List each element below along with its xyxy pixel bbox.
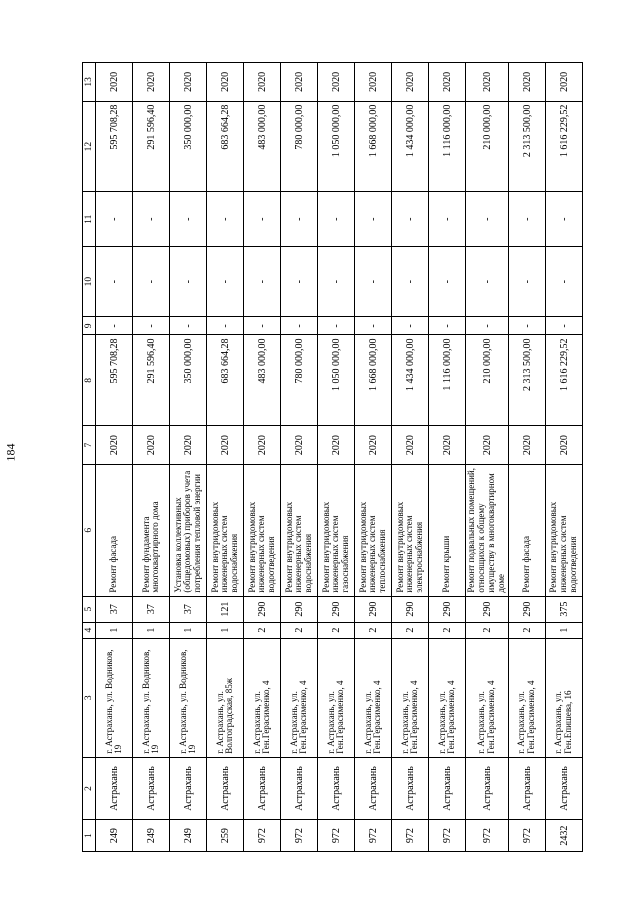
column-header: 6 [83, 464, 96, 596]
cell-col11: - [466, 192, 509, 246]
cell-count: 290 [509, 596, 546, 622]
cell-col9: - [318, 317, 355, 335]
cell-total-cost: 350 000,00 [170, 335, 207, 426]
cell-fund-cost: 291 596,40 [133, 101, 170, 192]
table-row [318, 63, 355, 852]
cell-fund-cost: 2 313 500,00 [509, 101, 546, 192]
column-header: 8 [83, 335, 96, 426]
cell-count: 37 [133, 596, 170, 622]
header-row [83, 63, 96, 852]
cell-year: 2020 [318, 426, 355, 465]
cell-end-year: 2020 [244, 63, 281, 102]
cell-id: 972 [244, 820, 281, 852]
cell-city: Астрахань [546, 757, 583, 819]
column-header: 5 [83, 596, 96, 622]
cell-end-year: 2020 [96, 63, 133, 102]
table-row [546, 63, 583, 852]
cell-col9: - [244, 317, 281, 335]
cell-address: г. Астрахань, ул. Волгоградская, 85ж [207, 638, 244, 757]
cell-col9: - [466, 317, 509, 335]
cell-work-type: Ремонт фасада [96, 464, 133, 596]
cell-work-type: Ремонт внутридомовых инженерных систем теплоснабжения [355, 464, 392, 596]
cell-type: 2 [244, 622, 281, 638]
cell-col9: - [170, 317, 207, 335]
table-row [244, 63, 281, 852]
cell-col11: - [355, 192, 392, 246]
cell-col9: - [133, 317, 170, 335]
cell-col11: - [546, 192, 583, 246]
column-header: 2 [83, 757, 96, 819]
cell-id: 259 [207, 820, 244, 852]
cell-year: 2020 [429, 426, 466, 465]
cell-total-cost: 291 596,40 [133, 335, 170, 426]
table-row [133, 63, 170, 852]
cell-fund-cost: 1 116 000,00 [429, 101, 466, 192]
cell-city: Астрахань [133, 757, 170, 819]
cell-fund-cost: 483 000,00 [244, 101, 281, 192]
cell-address: г. Астрахань, ул. Водников, 19 [133, 638, 170, 757]
cell-id: 972 [392, 820, 429, 852]
cell-col10: - [466, 246, 509, 316]
column-header: 3 [83, 638, 96, 757]
cell-total-cost: 1 050 000,00 [318, 335, 355, 426]
cell-col10: - [392, 246, 429, 316]
cell-id: 972 [429, 820, 466, 852]
cell-year: 2020 [244, 426, 281, 465]
column-header: 7 [83, 426, 96, 465]
cell-city: Астрахань [392, 757, 429, 819]
table-row [509, 63, 546, 852]
cell-work-type: Ремонт внутридомовых инженерных систем водоотведения [244, 464, 281, 596]
cell-count: 290 [466, 596, 509, 622]
cell-address: г. Астрахань, ул. Ген.Герасименко, 4 [318, 638, 355, 757]
table-row [466, 63, 509, 852]
cell-type: 1 [170, 622, 207, 638]
cell-total-cost: 683 664,28 [207, 335, 244, 426]
cell-total-cost: 1 116 000,00 [429, 335, 466, 426]
cell-col10: - [244, 246, 281, 316]
column-header: 10 [83, 246, 96, 316]
cell-col11: - [392, 192, 429, 246]
cell-address: г. Астрахань, ул. Ген.Герасименко, 4 [466, 638, 509, 757]
cell-col11: - [170, 192, 207, 246]
cell-address: г. Астрахань, ул. Ген.Герасименко, 4 [244, 638, 281, 757]
cell-type: 1 [133, 622, 170, 638]
cell-id: 972 [281, 820, 318, 852]
cell-col9: - [429, 317, 466, 335]
cell-fund-cost: 1 050 000,00 [318, 101, 355, 192]
cell-type: 1 [546, 622, 583, 638]
cell-work-type: Ремонт подвальных помещений, относящихся к общему имуществу в многоквартирном доме [466, 464, 509, 596]
cell-col10: - [355, 246, 392, 316]
cell-count: 37 [96, 596, 133, 622]
cell-fund-cost: 1 668 000,00 [355, 101, 392, 192]
page-number: 184 [3, 443, 18, 462]
cell-type: 2 [355, 622, 392, 638]
cell-col10: - [429, 246, 466, 316]
column-header: 13 [83, 63, 96, 102]
table-row [392, 63, 429, 852]
cell-col10: - [96, 246, 133, 316]
cell-count: 290 [281, 596, 318, 622]
cell-year: 2020 [392, 426, 429, 465]
cell-work-type: Ремонт фасада [509, 464, 546, 596]
cell-col11: - [509, 192, 546, 246]
cell-fund-cost: 683 664,28 [207, 101, 244, 192]
cell-year: 2020 [466, 426, 509, 465]
cell-count: 290 [429, 596, 466, 622]
cell-city: Астрахань [429, 757, 466, 819]
cell-count: 37 [170, 596, 207, 622]
cell-type: 2 [392, 622, 429, 638]
cell-id: 972 [355, 820, 392, 852]
cell-work-type: Ремонт фундамента многоквартирного дома [133, 464, 170, 596]
cell-count: 121 [207, 596, 244, 622]
cell-count: 290 [392, 596, 429, 622]
cell-col10: - [318, 246, 355, 316]
cell-address: г. Астрахань, ул. Ген.Епишева, 16 [546, 638, 583, 757]
cell-address: г. Астрахань, ул. Ген.Герасименко, 4 [281, 638, 318, 757]
cell-count: 290 [318, 596, 355, 622]
cell-col10: - [281, 246, 318, 316]
cell-total-cost: 210 000,00 [466, 335, 509, 426]
cell-city: Астрахань [355, 757, 392, 819]
cell-col11: - [318, 192, 355, 246]
cell-id: 249 [133, 820, 170, 852]
rotated-table-container [82, 62, 578, 852]
cell-col11: - [96, 192, 133, 246]
cell-end-year: 2020 [355, 63, 392, 102]
cell-fund-cost: 595 708,28 [96, 101, 133, 192]
cell-year: 2020 [546, 426, 583, 465]
cell-count: 290 [355, 596, 392, 622]
cell-end-year: 2020 [207, 63, 244, 102]
cell-id: 2432 [546, 820, 583, 852]
cell-col9: - [509, 317, 546, 335]
cell-total-cost: 1 434 000,00 [392, 335, 429, 426]
cell-year: 2020 [96, 426, 133, 465]
cell-total-cost: 483 000,00 [244, 335, 281, 426]
cell-end-year: 2020 [466, 63, 509, 102]
cell-work-type: Установка коллективных (общедомовых) приборов учета потребления тепловой энергии [170, 464, 207, 596]
cell-work-type: Ремонт внутридомовых инженерных систем электроснабжения [392, 464, 429, 596]
column-header: 11 [83, 192, 96, 246]
cell-address: г. Астрахань, ул. Водников, 19 [96, 638, 133, 757]
column-header: 1 [83, 820, 96, 852]
cell-col9: - [96, 317, 133, 335]
column-header: 9 [83, 317, 96, 335]
table-row [281, 63, 318, 852]
cell-end-year: 2020 [133, 63, 170, 102]
cell-total-cost: 595 708,28 [96, 335, 133, 426]
cell-type: 2 [466, 622, 509, 638]
cell-year: 2020 [207, 426, 244, 465]
table-row [170, 63, 207, 852]
cell-total-cost: 2 313 500,00 [509, 335, 546, 426]
cell-city: Астрахань [318, 757, 355, 819]
cell-id: 972 [466, 820, 509, 852]
cell-fund-cost: 350 000,00 [170, 101, 207, 192]
cell-type: 2 [318, 622, 355, 638]
cell-city: Астрахань [244, 757, 281, 819]
cell-col9: - [355, 317, 392, 335]
cell-type: 1 [96, 622, 133, 638]
cell-col11: - [207, 192, 244, 246]
cell-city: Астрахань [466, 757, 509, 819]
cell-col10: - [170, 246, 207, 316]
table-row [96, 63, 133, 852]
cell-end-year: 2020 [170, 63, 207, 102]
cell-col10: - [546, 246, 583, 316]
cell-address: г. Астрахань, ул. Водников, 19 [170, 638, 207, 757]
column-header: 12 [83, 101, 96, 192]
cell-col10: - [133, 246, 170, 316]
cell-col9: - [546, 317, 583, 335]
cell-city: Астрахань [96, 757, 133, 819]
cell-id: 249 [96, 820, 133, 852]
cell-year: 2020 [355, 426, 392, 465]
cell-end-year: 2020 [318, 63, 355, 102]
table-row [207, 63, 244, 852]
cell-count: 290 [244, 596, 281, 622]
cell-work-type: Ремонт внутридомовых инженерных систем газоснабжения [318, 464, 355, 596]
cell-id: 972 [318, 820, 355, 852]
cell-city: Астрахань [281, 757, 318, 819]
cell-address: г. Астрахань, ул. Ген.Герасименко, 4 [509, 638, 546, 757]
cell-col9: - [281, 317, 318, 335]
cell-fund-cost: 1 434 000,00 [392, 101, 429, 192]
cell-address: г. Астрахань, ул. Ген.Герасименко, 4 [429, 638, 466, 757]
cell-end-year: 2020 [509, 63, 546, 102]
cell-end-year: 2020 [546, 63, 583, 102]
cell-col11: - [429, 192, 466, 246]
cell-end-year: 2020 [392, 63, 429, 102]
cell-year: 2020 [170, 426, 207, 465]
cell-total-cost: 1 668 000,00 [355, 335, 392, 426]
cell-fund-cost: 210 000,00 [466, 101, 509, 192]
cell-type: 2 [509, 622, 546, 638]
cell-col11: - [281, 192, 318, 246]
cell-total-cost: 780 000,00 [281, 335, 318, 426]
cell-total-cost: 1 616 229,52 [546, 335, 583, 426]
cell-address: г. Астрахань, ул. Ген.Герасименко, 4 [392, 638, 429, 757]
table-row [429, 63, 466, 852]
cell-work-type: Ремонт внутридомовых инженерных систем водоснабжения [281, 464, 318, 596]
cell-year: 2020 [281, 426, 318, 465]
cell-end-year: 2020 [281, 63, 318, 102]
cell-fund-cost: 1 616 229,52 [546, 101, 583, 192]
cell-col10: - [509, 246, 546, 316]
cell-col10: - [207, 246, 244, 316]
cell-col11: - [133, 192, 170, 246]
cell-type: 2 [281, 622, 318, 638]
cell-end-year: 2020 [429, 63, 466, 102]
cell-year: 2020 [133, 426, 170, 465]
cell-address: г. Астрахань, ул. Ген.Герасименко, 4 [355, 638, 392, 757]
cell-col9: - [207, 317, 244, 335]
cell-city: Астрахань [207, 757, 244, 819]
cell-col9: - [392, 317, 429, 335]
cell-city: Астрахань [509, 757, 546, 819]
table-row [355, 63, 392, 852]
cell-count: 375 [546, 596, 583, 622]
cell-type: 2 [429, 622, 466, 638]
cell-work-type: Ремонт крыши [429, 464, 466, 596]
cell-id: 972 [509, 820, 546, 852]
cell-id: 249 [170, 820, 207, 852]
cell-type: 1 [207, 622, 244, 638]
cell-fund-cost: 780 000,00 [281, 101, 318, 192]
cell-work-type: Ремонт внутридомовых инженерных систем водоснабжения [207, 464, 244, 596]
repair-program-table [82, 62, 583, 852]
cell-city: Астрахань [170, 757, 207, 819]
column-header: 4 [83, 622, 96, 638]
cell-year: 2020 [509, 426, 546, 465]
cell-work-type: Ремонт внутридомовых инженерных систем водоотведения [546, 464, 583, 596]
cell-col11: - [244, 192, 281, 246]
